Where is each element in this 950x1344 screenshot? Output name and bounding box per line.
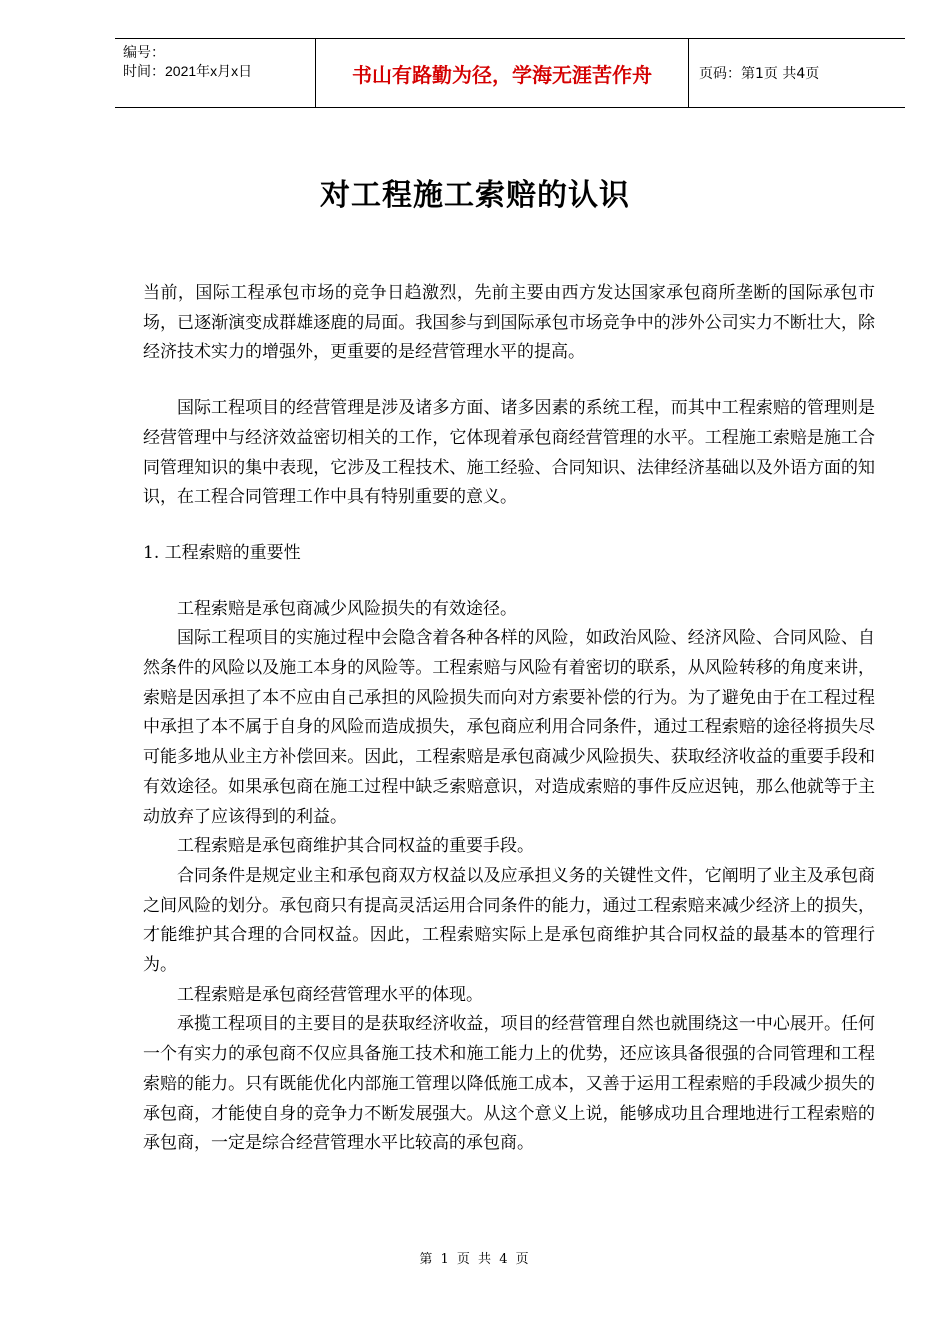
overview-paragraph: 国际工程项目的经营管理是涉及诸多方面、诸多因素的系统工程，而其中工程索赔的管理则是经营管理中与经济效益密切相关的工作，它体现着承包商经营管理的水平。工程施工索赔是施工合同管理知识的集中表现，它涉及工程技术、施工经验、合同知识、法律经济基础以及外语方面的知识，在工程合同管理工作中具有特别重要的意义。 — [143, 398, 875, 508]
point-heading: 工程索赔是承包商维护其合同权益的重要手段。 — [177, 836, 534, 857]
point-heading: 工程索赔是承包商经营管理水平的体现。 — [177, 984, 483, 1005]
point-paragraph: 承揽工程项目的主要目的是获取经济收益，项目的经营管理自然也就围绕这一中心展开。任何一个有实力的承包商不仅应具备施工技术和施工能力上的优势，还应该具备很强的合同管理和工程索赔的能力。只有既能优化内部施工管理以降低施工成本，又善于运用工程索赔的手段减少损失的承包商，才能使自身的竞争力不断发展强大。从这个意义上说，能够成功且合理地进行工程索赔的承包商，一定是综合经营管理水平比较高的承包商。 — [143, 1014, 875, 1154]
document-body — [143, 279, 875, 1159]
intro-paragraph: 当前，国际工程承包市场的竞争日趋激烈，先前主要由西方发达国家承包商所垄断的国际承包市场，已逐渐演变成群雄逐鹿的局面。我国参与到国际承包市场竞争中的涉外公司实力不断壮大，除经济技术实力的增强外，更重要的是经营管理水平的提高。 — [143, 283, 875, 363]
document-time-label: 时间：2021年x月x日 — [123, 63, 253, 79]
page-header — [115, 38, 905, 108]
point-paragraph: 国际工程项目的实施过程中会隐含着各种各样的风险，如政治风险、经济风险、合同风险、自然条件的风险以及施工本身的风险等。工程索赔与风险有着密切的联系，从风险转移的角度来讲，索赔是因承担了本不应由自己承担的风险损失而向对方索要补偿的行为。为了避免由于在工程过程中承担了本不属于自身的风险而造成损失，承包商应利用合同条件，通过工程索赔的途径将损失尽可能多地从业主方补偿回来。因此，工程索赔是承包商减少风险损失、获取经济收益的重要手段和有效途径。如果承包商在施工过程中缺乏索赔意识，对造成索赔的事件反应迟钝，那么他就等于主动放弃了应该得到的利益。 — [143, 628, 875, 827]
page-footer: 第 1 页 共 4 页 — [419, 1252, 531, 1267]
document-title: 对工程施工索赔的认识 — [320, 178, 630, 213]
section-heading: 1. 工程索赔的重要性 — [143, 542, 301, 563]
header-motto: 书山有路勤为径，学海无涯苦作舟 — [315, 39, 689, 107]
header-page-number: 页码：第1页 共4页 — [699, 66, 820, 82]
point-heading: 工程索赔是承包商减少风险损失的有效途径。 — [177, 598, 517, 619]
header-meta — [115, 39, 315, 107]
point-paragraph: 合同条件是规定业主和承包商双方权益以及应承担义务的关键性文件，它阐明了业主及承包商之间风险的划分。承包商只有提高灵活运用合同条件的能力，通过工程索赔来减少经济上的损失，才能维护其合理的合同权益。因此，工程索赔实际上是承包商维护其合同权益的最基本的管理行为。 — [143, 865, 875, 976]
document-number-label: 编号： — [123, 44, 165, 60]
